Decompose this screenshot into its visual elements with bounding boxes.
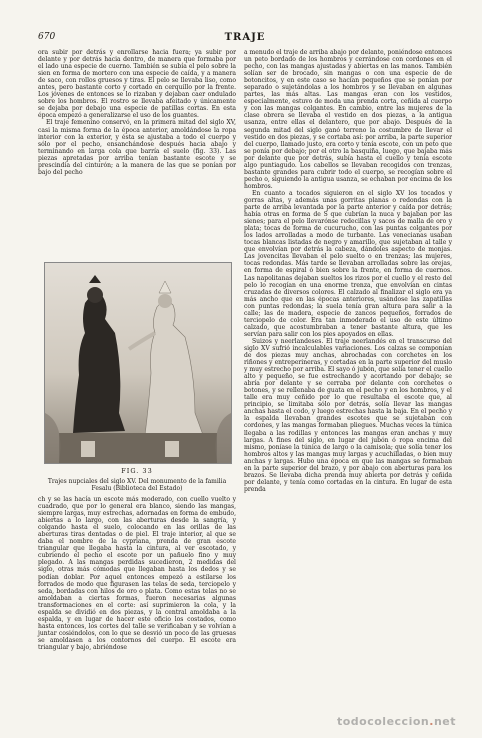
figure-illustration [45, 263, 231, 463]
figure-caption: Trajes nupciales del siglo XV. Del monumento de la familia Fesalu (Biblioteca del Estado) [47, 478, 227, 492]
watermark [337, 715, 456, 728]
paragraph: En cuanto a tocados siguieron en el siglo XV los tocados y gorras altas, y además unas gorritas planas o redondas con la parte de arriba levantada por la parte anterior y caída por detrás; había otras en forma de S que cubrían la nuca y bajaban por las sienes; para el pelo llevarónse redecillas y sacos de malla de oro y plata; tocas de forma de cucurucho, con las puntas colgantes por los lados arrolladas a modo de turbante. Las venecianas usaban tocas blancas listadas de negro y amarillo, que sujetaban al talle y que envolvían por detrás la cabeza, dándoles aspecto de monjas. Las jovencitas llevaban el pelo suelto o en trenzas; las mujeres, tocas redondas. Más tarde se llevaban arrolladas sobre las orejas, en forma de espiral ó bien sobre la frente, en forma de cuernos. Las napolitanas dejaban sueltos los rizos por el cuello y el resto del pelo lo recogían en una enorme trenza, que envolvían en cintas cruzadas de diversos colores. El calzado al finalizar el siglo era ya más ancho que en las épocas anteriores, usándose las zapatillas con puntas redondas; la suela tenía gran altura para salir a la calle; las de madera, especie de zancos pequeños, forrados de terciopelo de color. Era tan inmoderado el uso de este último calzado, que acostumbraban a tener bastante altura, que les servían para salir con los pies apoyados en ellas. [244, 189, 452, 338]
figure [38, 262, 236, 492]
watermark-dot: . [429, 715, 434, 728]
paragraph: ch y se las hacía un escote más moderado, con cuello vuelto y cuadrado, que por lo general era blanco, siendo las mangas, siempre largas, muy estrechas, adornadas en forma de embudo, abiertas a lo largo, con las aberturas desde la sangría, y colgando hasta el suelo, colocando en las orillas de las aberturas tiras dentadas o de piel. El traje interior, al que se daba el nombre de la cypriana, prenda de gran escote triangular que llegaba hasta la cintura, al ver escotado, y cubriendo el pecho el escote por un pañuelo fino y muy plegado. A las mangas perdidas sucedieron, 2 medidas del siglo, otras más cómodas que llegaban hasta los dedos y se podían doblar. Por aquel entonces empezó a estilarse los forrados de modo que figurasen las telas de seda, terciopelo y seda, bordadas con hilos de oro o plata. Como estas telas no se amoldaban a ciertas formas, fueron necesarias algunas transformaciones en el corte: así suprimieron la cola, y la espalda se dividió en dos piezas, y la central amoldaba a la espalda, y en lugar de hacer este oficio los costados, como hasta entonces, los cortes del talle se verificaban y se volvían a juntar cosiéndolos, con lo que se desvió un poco de las gruesas se amoldasen a los contornos del cuerpo. El escote era triangular y bajo, abriéndose [38, 496, 236, 651]
left-column [38, 49, 236, 176]
left-column-bottom [38, 496, 236, 651]
paragraph: a menudo el traje de arriba abajo por delante, poniéndose entonces un peto bordado de los hombros y cerrándose con cordones en el pecho, con las mangas ajustadas y abiertas en las manos. También solían ser de brocado, sin mangas o con una especie de de botoncitos, y en este caso se hacían pequeños que se ponían por separado o sujetándolas a los hombros y se llevaban en algunas partes, las más altas. Las mangas eran con los vestidos, especialmente, estuvo de moda una prenda corta, ceñida al cuerpo y con las mangas colgantes. En cambio, entre las mujeres de la clase obrera se llevaba el vestido en dos piezas, a la antigua usanza, entre ellas el delantero, que por abajo. Después de la segunda mitad del siglo ganó terreno la costumbre de llevar el vestido en dos piezas, y se cortaba así: por arriba, la parte superior del cuerpo, llamado justo, era corto y tenía escote, con un peto que se ponía por debajo; por el otro la basquiña, luego, que bajaba más por delante que por detrás, subía hasta el cuello y tenía escote algo puntiagudo. Los cabellos se llevaban recogidos con trenzas, bastante grandes para cubrir todo el cuerpo, se recogían sobre el pecho o, siguiendo la antigua usanza, se echaban por encima de los hombros. [244, 49, 452, 190]
right-column [244, 49, 452, 493]
paragraph: ora subir por detrás y enrollarse hacia fuera; ya subir por delante y por detrás hacia dentro, de manera que formaba por el lado una especie de cuerno. También se subía el pelo sobre la sien en forma de mortero con una especie de caída, y a manera de saco, con rollos gruesos y tiras. El pelo se llevaba liso, como antes, pero bastante corto y cortado en cerquillo por la frente. Los jóvenes de entonces se lo rizaban y dejaban caer ondulado sobre los hombros. El rostro se llevaba afeitado y únicamente se dejaba por debajo una especie de patillas cortas. En esta época empezó a generalizarse el uso de los guantes. [38, 49, 236, 120]
paragraph: El traje femenino conservó, en la primera mitad del siglo XV, casi la misma forma de la época anterior, amoldándose la ropa interior con la exterior, y ésta se ajustaba a todo el cuerpo y sólo por el pecho, ensanchándose después hacia abajo y terminando en larga cola que barría el suelo (fig. 33). Las piezas apretadas por arriba tenían bastante escote y se prescindía del cinturón; a la manera de las que se ponían por bajo del pecho [38, 119, 236, 176]
figure-image [44, 262, 232, 464]
figure-label: FIG. 33 [121, 467, 153, 475]
page-number: 670 [38, 32, 56, 42]
page-title: TRAJE [224, 32, 266, 43]
watermark-tld: net [433, 715, 456, 728]
paragraph: Suizos y neerlandeses. El traje neerlandés en el transcurso del siglo XV sufrió incalculables variaciones. Los calzas se componían de dos piezas muy anchas, abrochadas con corchetes en los riñones y entreperineras, y cortadas en la parte superior del muslo y muy estrecho por arriba. El sayo ó jubón, que solía tener el cuello alto y pequeño, se fue estrechando y acortando por debajo; se abría por delante y se cerraba por delante con corchetes o botones, y se rellenaba de guata en el pecho y en los hombros, y el talle era muy ceñido por lo que resultaba el escote que, al principio, se limitaba sólo por detrás, solía llevar las mangas anchas hasta el codo, y luego estrechas hasta la baja. En el pecho y la espalda llevaban grandes escotes que se sujetaban con cordones, y las mangas formaban pliegues. Muchas veces la túnica llegaba a las rodillas y entonces las mangas eran anchas y muy largas. A fines del siglo, en lugar del jubón ó ropa encima del mismo, poníase la túnica de largo o la camisola; que solía tener los hombros altos y las mangas muy largas y acuchilladas, o bien muy anchas y largas. Hubo una época en que las mangas se formaban en la parte superior del brazo, y por abajo con aberturas para los brazos. Se llevaba dicha prenda muy abierta por detrás y ceñida por delante, y tenía como cortadas en la cintura. En lugar de esta prenda [244, 337, 452, 493]
watermark-brand: todocoleccion [336, 715, 430, 728]
page-header [38, 32, 452, 46]
